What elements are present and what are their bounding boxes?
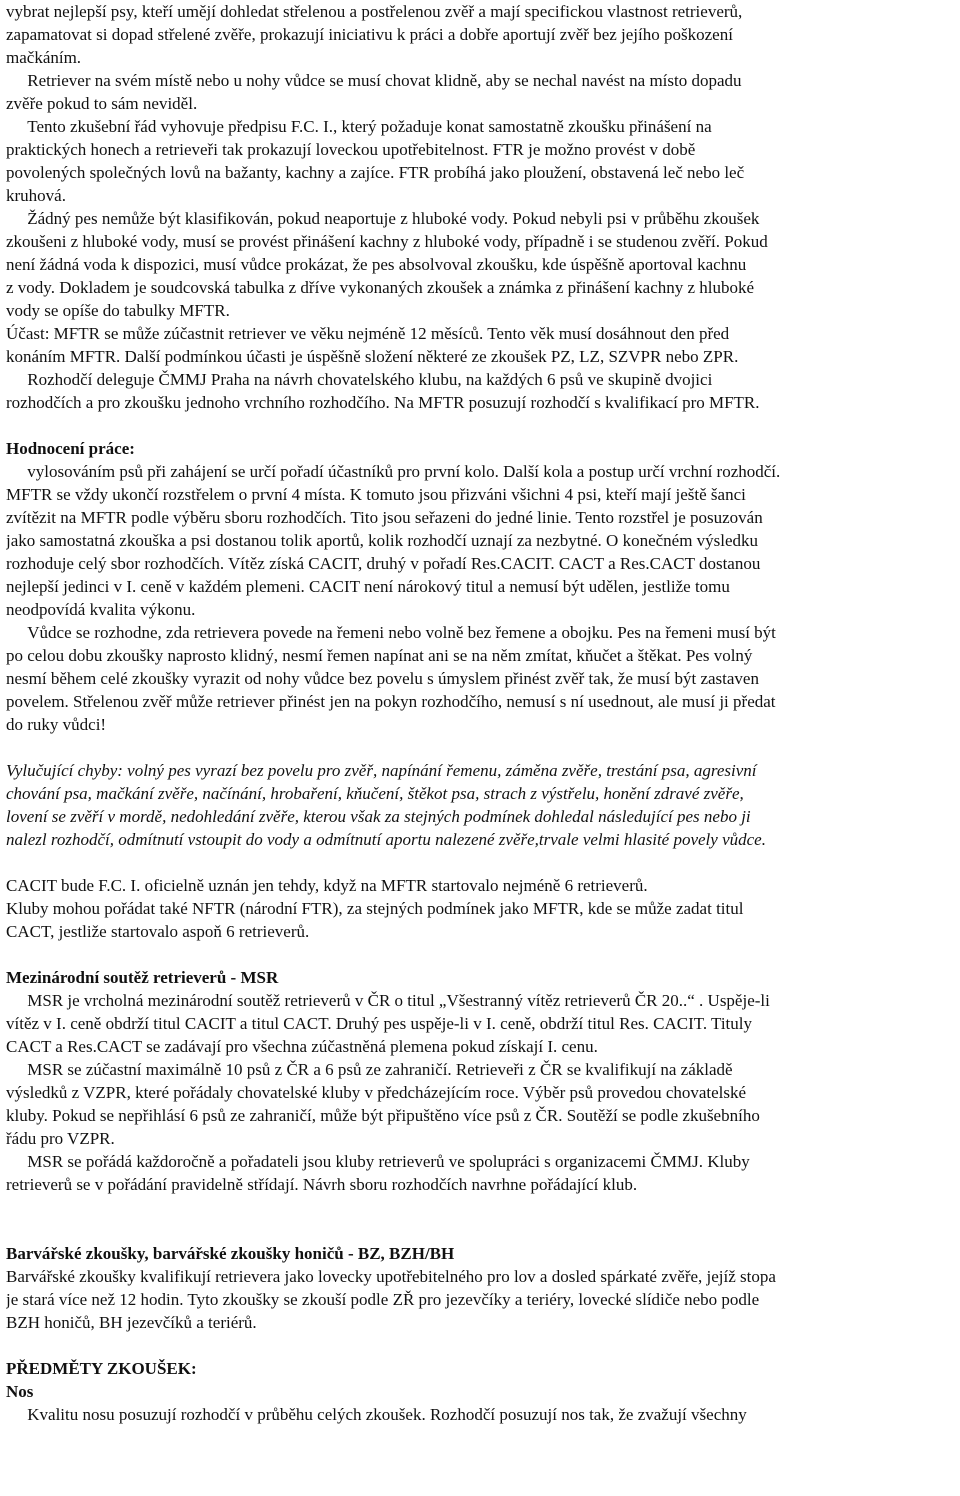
text-line: do ruky vůdci! [6,715,107,734]
text-line: Vylučující chyby: volný pes vyrazí bez povelu pro zvěř, napínání řemenu, záměna zvěře, trestání psa, agresivní [6,761,757,780]
text-line: rozhodčích a pro zkoušku jednoho vrchního rozhodčího. Na MFTR posuzují rozhodčí s kvalifikací pro MFTR. [6,393,760,412]
document-page [6,0,956,1426]
text-line: BZH honičů, BH jezevčíků a teriérů. [6,1313,257,1332]
blank-line [6,851,956,874]
text-line: Barvářské zkoušky kvalifikují retrievera jako lovecky upotřebitelného pro lov a dosled spárkaté zvěře, jejíž stopa [6,1267,776,1286]
text-line: Kluby mohou pořádat také NFTR (národní FTR), za stejných podmínek jako MFTR, kde se může zadat titul [6,899,744,918]
text-line: CACT a Res.CACT se zadávají pro všechna zúčastněná plemena pokud získají I. cenu. [6,1037,598,1056]
section-heading: Hodnocení práce: [6,439,135,458]
text-line: Účast: MFTR se může zúčastnit retriever ve věku nejméně 12 měsíců. Tento věk musí dosáhnout den před [6,324,730,343]
text-line: Vůdce se rozhodne, zda retrievera povede na řemeni nebo volně bez řemene a obojku. Pes na řemeni musí být [6,623,776,642]
text-line: vybrat nejlepší psy, kteří umějí dohledat střelenou a postřelenou zvěř a mají specifickou vlastnost retrieverů, [6,2,743,21]
blank-line [6,1334,956,1357]
blank-line [6,414,956,437]
text-line: mačkáním. [6,48,82,67]
text-line: Žádný pes nemůže být klasifikován, pokud neaportuje z hluboké vody. Pokud nebyli psi v průběhu zkoušek [6,209,760,228]
text-line: zvěře pokud to sám neviděl. [6,94,198,113]
text-line: MSR se zúčastní maximálně 10 psů z ČR a 6 psů ze zahraničí. Retrieveři z ČR se kvalifikují na základě [6,1060,733,1079]
blank-line [6,943,956,966]
text-line: povelem. Střelenou zvěř může retriever přinést jen na pokyn rozhodčího, nemusí s ní usednout, ale musí ji předat [6,692,776,711]
text-line: Retriever na svém místě nebo u nohy vůdce se musí chovat klidně, aby se nechal navést na místo dopadu [6,71,742,90]
text-line: chování psa, mačkání zvěře, načínání, hrobaření, kňučení, štěkot psa, strach z výstřelu, honění zdravé zvěře, [6,784,744,803]
text-line: kruhová. [6,186,66,205]
text-line: Tento zkušební řád vyhovuje předpisu F.C. I., který požaduje konat samostatně zkoušku přinášení na [6,117,712,136]
text-line: nalezl rozhodčí, odmítnutí vstoupit do vody a odmítnutí aportu nalezené zvěře,trvale velmi hlasité povely vůdce. [6,830,766,849]
blank-line [6,736,956,759]
text-line: konáním MFTR. Další podmínkou účasti je úspěšně složení některé ze zkoušek PZ, LZ, SZVPR nebo ZPR. [6,347,739,366]
text-line: CACIT bude F.C. I. oficielně uznán jen tehdy, když na MFTR startovalo nejméně 6 retrieverů. [6,876,648,895]
text-line: MSR je vrcholná mezinárodní soutěž retrieverů v ČR o titul „Všestranný vítěz retrieverů ČR 20..“ . Uspěje-li [6,991,770,1010]
text-line: není žádná voda k dispozici, musí vůdce prokázat, že pes absolvoval zkoušku, kde úspěšně aportoval kachnu [6,255,747,274]
text-line: retrieverů se v pořádání pravidelně střídají. Návrh sboru rozhodčích navrhne pořádající klub. [6,1175,638,1194]
text-line: rozhoduje celý sbor rozhodčích. Vítěz získá CACIT, druhý v pořadí Res.CACIT. CACT a Res.CACT dostanou [6,554,761,573]
text-line: je stará více než 12 hodin. Tyto zkoušky se zkouší podle ZŘ pro jezevčíky a teriéry, lovecké slídiče nebo podle [6,1290,760,1309]
blank-line [6,1219,956,1242]
section-heading: Mezinárodní soutěž retrieverů - MSR [6,968,279,987]
text-line: CACT, jestliže startovalo aspoň 6 retrieverů. [6,922,310,941]
text-line: jako samostatná zkouška a psi dostanou tolik aportů, kolik rozhodčí uznají za nezbytné. O konečném výsledku [6,531,759,550]
section-heading: Barvářské zkoušky, barvářské zkoušky honičů - BZ, BZH/BH [6,1244,455,1263]
text-line: praktických honech a retrieveři tak prokazují loveckou upotřebitelnost. FTR je možno provést v době [6,140,696,159]
text-line: nesmí během celé zkoušky vyrazit od nohy vůdce bez povelu s úmyslem přinést zvěř tak, že musí být zastaven [6,669,759,688]
text-line: zvítězit na MFTR podle výběru sboru rozhodčích. Tito jsou seřazeni do jedné linie. Tento rozstřel je posuzován [6,508,763,527]
text-line: kluby. Pokud se nepřihlásí 6 psů ze zahraničí, může být připuštěno více psů z ČR. Soutěží se podle zkušebního [6,1106,760,1125]
text-line: vítěz v I. ceně obdrží titul CACIT a titul CACT. Druhý pes uspěje-li v I. ceně, obdrží titul Res. CACIT. Tituly [6,1014,753,1033]
text-line: řádu pro VZPR. [6,1129,115,1148]
text-line: MSR se pořádá každoročně a pořadateli jsou kluby retrieverů ve spolupráci s organizacemi ČMMJ. Kluby [6,1152,750,1171]
text-line: z vody. Dokladem je soudcovská tabulka z dříve vykonaných zkoušek a známka z přinášení kachny z hluboké [6,278,755,297]
section-heading: Nos [6,1382,34,1401]
text-line: Rozhodčí deleguje ČMMJ Praha na návrh chovatelského klubu, na každých 6 psů ve skupině dvojici [6,370,713,389]
text-line: MFTR se vždy ukončí rozstřelem o první 4 místa. K tomuto jsou přizváni všichni 4 psi, kteří mají ještě šanci [6,485,746,504]
text-line: lovení se zvěří v mordě, nedohledání zvěře, kterou však za stejných podmínek dohledal následující pes nebo ji [6,807,751,826]
text-line: po celou dobu zkoušky naprosto klidný, nesmí řemen napínat ani se na něm zmítat, kňučet a štěkat. Pes volný [6,646,753,665]
section-heading: PŘEDMĚTY ZKOUŠEK: [6,1359,197,1378]
text-line: vylosováním psů při zahájení se určí pořadí účastníků pro první kolo. Další kola a postup určí vrchní rozhodčí. [6,462,781,481]
text-line: neodpovídá kvalita výkonu. [6,600,196,619]
text-line: nejlepší jedinci v I. ceně v každém plemeni. CACIT není nárokový titul a nemusí být udělen, jestliže tomu [6,577,730,596]
text-line: zkoušeni z hluboké vody, musí se provést přinášení kachny z hluboké vody, případně i se studenou zvěří. Pokud [6,232,768,251]
text-line: zapamatovat si dopad střelené zvěře, prokazují iniciativu k práci a dobře aportují zvěř bez jejího poškození [6,25,733,44]
blank-line [6,1196,956,1219]
text-line: výsledků z VZPR, které pořádaly chovatelské kluby v předcházejícím roce. Výběr psů provedou chovatelské [6,1083,747,1102]
text-line: povolených společných lovů na bažanty, kachny a zajíce. FTR probíhá jako ploužení, obstavená leč nebo leč [6,163,745,182]
text-line: Kvalitu nosu posuzují rozhodčí v průběhu celých zkoušek. Rozhodčí posuzují nos tak, že zvažují všechny [6,1405,747,1424]
text-line: vody se opíše do tabulky MFTR. [6,301,230,320]
